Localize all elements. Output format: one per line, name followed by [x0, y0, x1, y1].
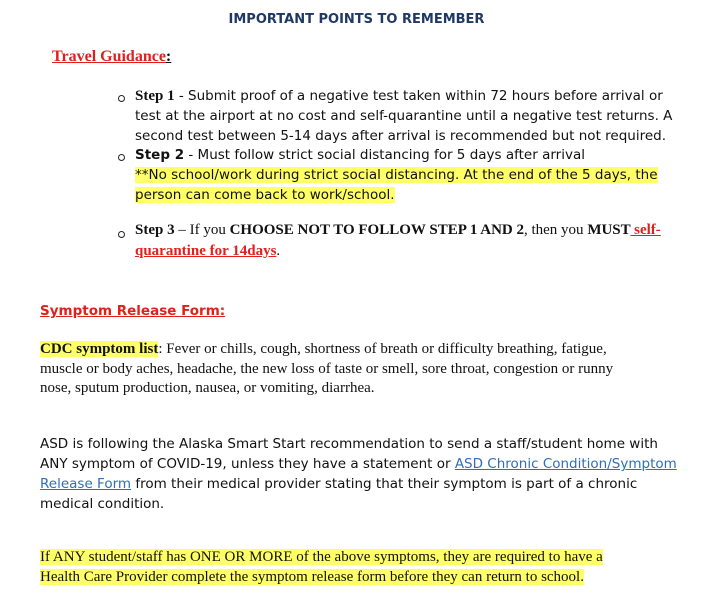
step2-note-line2: [135, 187, 395, 203]
step1-line1: [135, 88, 663, 105]
step3-period: .: [276, 243, 281, 259]
asd-line1: ASD is following the Alaska Smart Start recommendation to send a staff/student home with: [40, 436, 658, 452]
cdc-line2: muscle or body aches, headache, the new loss of taste or smell, sore throat, congestion or runny: [40, 361, 614, 377]
asd-text3: from their medical provider stating that their symptom is part of a chronic: [131, 476, 638, 492]
cdc-text1: : Fever or chills, cough, shortness of breath or difficulty breathing, fatigue,: [158, 341, 607, 357]
asd-release-form-link-part1[interactable]: ASD Chronic Condition/Symptom: [454, 456, 677, 472]
step2-bullet: [118, 154, 125, 161]
self-quarantine-link-part2[interactable]: quarantine for 14days: [135, 243, 277, 259]
step1-line2: test at the airport at no cost and self-quarantine until a negative test returns. A: [135, 108, 673, 124]
symptom-release-heading: Symptom Release Form:: [40, 303, 226, 319]
final-text2: Health Care Provider complete the symptom release form before they can return to school.: [40, 569, 584, 585]
cdc-line1: [40, 341, 607, 358]
step2-text1: - Must follow strict social distancing for 5 days after arrival: [184, 147, 585, 163]
travel-guidance-label: Travel Guidance: [52, 48, 166, 65]
final-line2: [40, 569, 584, 586]
step2-label: Step 2: [135, 147, 185, 163]
asd-text2: ANY symptom of COVID-19, unless they have a statement or: [40, 456, 455, 472]
step3-dash: – If you: [174, 222, 230, 238]
step2-note1: **No school/work during strict social distancing. At the end of the 5 days, the: [135, 167, 658, 183]
cdc-symptom-list-label: CDC symptom list: [40, 341, 159, 357]
step1-label: Step 1: [135, 88, 175, 104]
asd-line2: [40, 456, 677, 472]
step2-note2: person can come back to work/school.: [135, 187, 395, 203]
step2-note-line1: [135, 167, 658, 183]
step3-choose: CHOOSE NOT TO FOLLOW STEP 1 AND 2: [229, 222, 524, 238]
page-title: IMPORTANT POINTS TO REMEMBER: [228, 12, 485, 27]
travel-guidance-heading: [52, 48, 171, 66]
self-quarantine-link-part1[interactable]: self-: [630, 222, 661, 238]
step3-line2: [135, 243, 280, 260]
step1-bullet: [118, 95, 125, 102]
asd-line3: [40, 476, 637, 492]
final-text1: If ANY student/staff has ONE OR MORE of the above symptoms, they are required to have a: [40, 549, 603, 565]
step3-bullet: [118, 231, 125, 238]
step1-line3: second test between 5-14 days after arrival is recommended but not required.: [135, 128, 667, 144]
asd-release-form-link-part2[interactable]: Release Form: [40, 476, 132, 492]
travel-guidance-colon: :: [165, 48, 172, 65]
step3-line1: [135, 222, 661, 239]
step2-line1: [135, 147, 585, 163]
step1-text1: - Submit proof of a negative test taken within 72 hours before arrival or: [174, 88, 663, 104]
step3-must: MUST: [587, 222, 631, 238]
cdc-line3: nose, sputum production, nausea, or vomiting, diarrhea.: [40, 380, 375, 396]
asd-line4: medical condition.: [40, 496, 165, 512]
step3-then: , then you: [523, 222, 588, 238]
final-line1: [40, 549, 603, 566]
step3-label: Step 3: [135, 222, 175, 238]
